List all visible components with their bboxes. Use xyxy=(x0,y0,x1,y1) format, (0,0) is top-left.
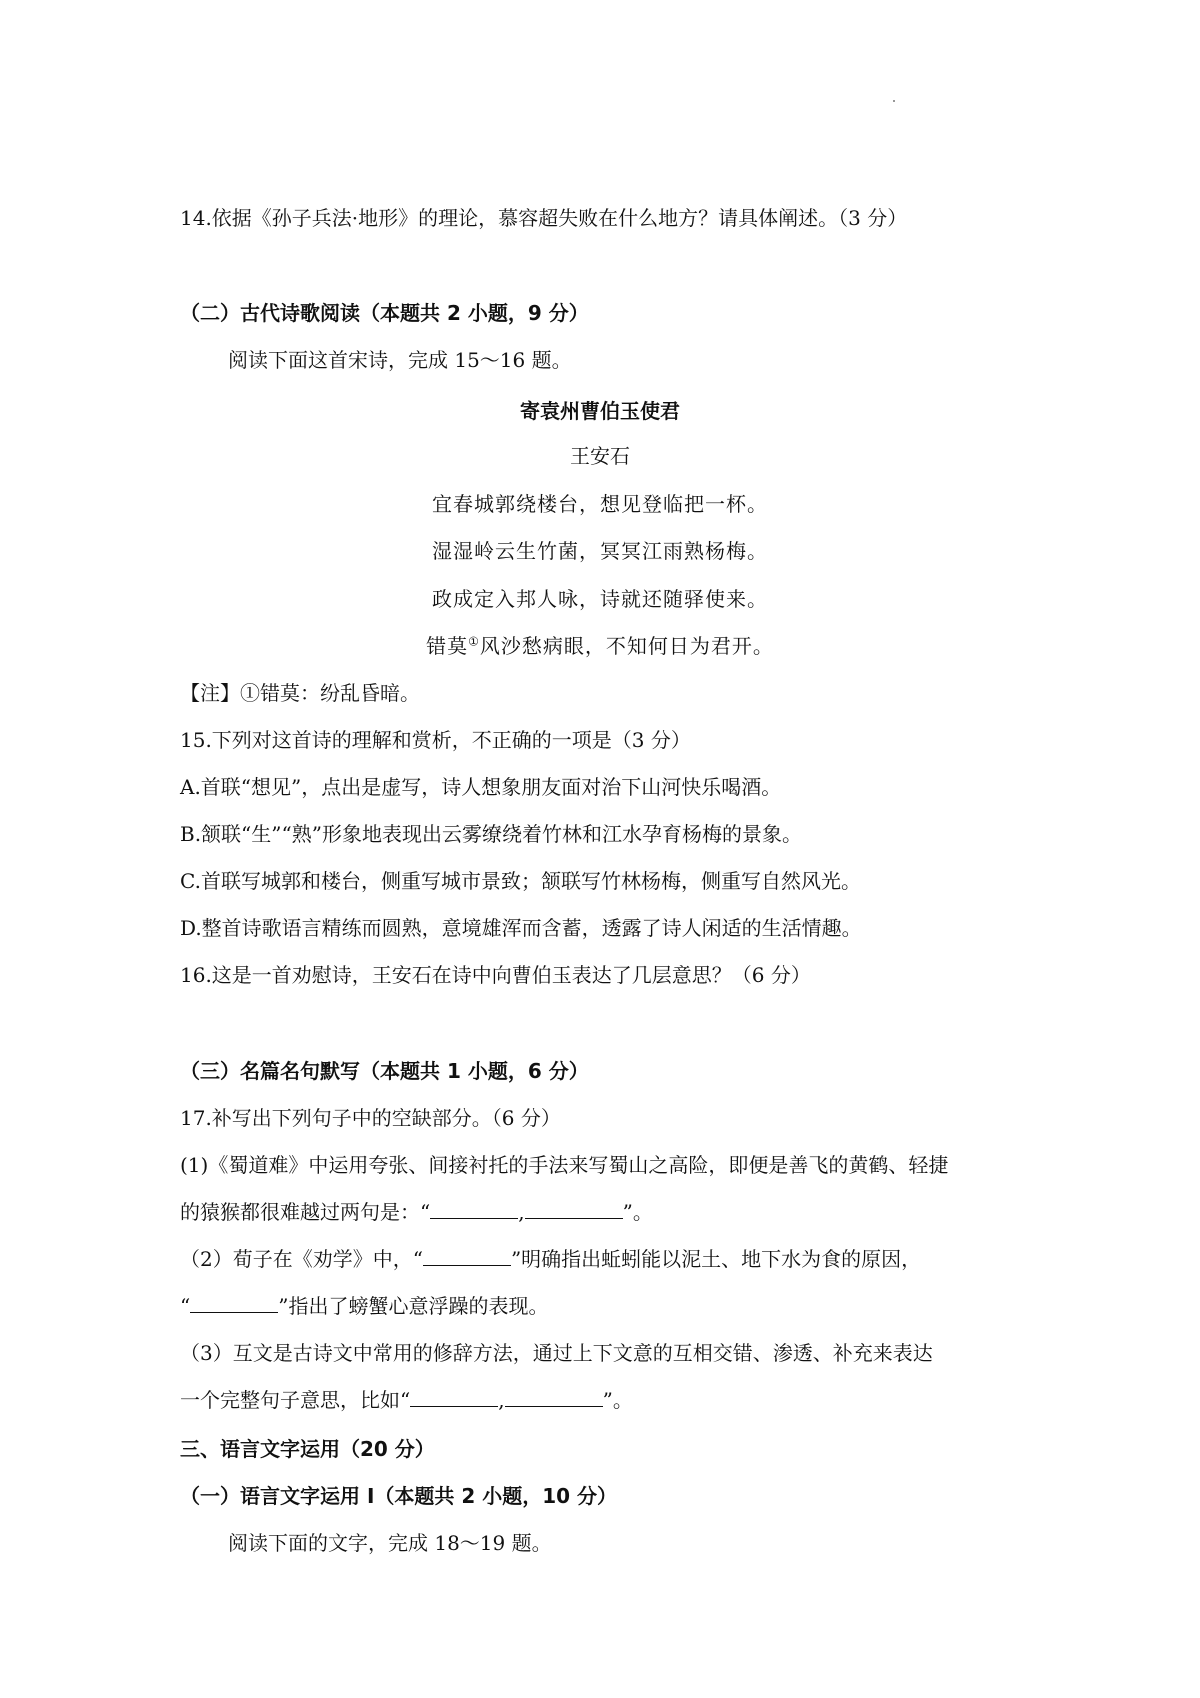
poem-line-4-part-a: 错莫 xyxy=(426,634,469,658)
stray-dot xyxy=(893,100,895,102)
question-15: 15.下列对这首诗的理解和赏析，不正确的一项是（3 分） xyxy=(180,728,691,752)
poem-line-3: 政成定入邦人咏，诗就还随驿使来。 xyxy=(432,587,768,611)
section-3-heading: （三）名篇名句默写（本题共 1 小题，6 分） xyxy=(180,1059,589,1083)
answer-blank xyxy=(190,1292,278,1313)
poem-author: 王安石 xyxy=(570,444,630,468)
question-17-2-line-2 xyxy=(180,1292,1040,1320)
q17-1-comma: , xyxy=(518,1200,525,1224)
answer-blank xyxy=(410,1386,498,1407)
q17-2b-suffix: ”指出了螃蟹心意浮躁的表现。 xyxy=(278,1294,549,1318)
poem-line-1: 宜春城郭绕楼台，想见登临把一杯。 xyxy=(432,492,768,516)
question-15-option-d: D.整首诗歌语言精练而圆熟，意境雄浑而含蓄，透露了诗人闲适的生活情趣。 xyxy=(180,916,862,940)
q17-2-suffix: ”明确指出蚯蚓能以泥土、地下水为食的原因， xyxy=(510,1247,922,1271)
section-2-heading: （二）古代诗歌阅读（本题共 2 小题，9 分） xyxy=(180,301,589,325)
question-17-3-line-2 xyxy=(180,1386,1040,1414)
q17-1-suffix: ”。 xyxy=(622,1200,653,1224)
poem-note: 【注】①错莫：纷乱昏暗。 xyxy=(180,681,420,705)
footnote-marker: ① xyxy=(468,634,480,649)
poem-line-2: 湿湿岭云生竹菌，冥冥江雨熟杨梅。 xyxy=(432,539,768,563)
question-17-2-line-1 xyxy=(180,1245,1040,1273)
question-17-1-line-1: (1)《蜀道难》中运用夸张、间接衬托的手法来写蜀山之高险，即便是善飞的黄鹤、轻捷 xyxy=(180,1153,949,1177)
question-17-3-line-1: （3）互文是古诗文中常用的修辞方法，通过上下文意的互相交错、渗透、补充来表达 xyxy=(180,1341,933,1365)
q17-3-comma: , xyxy=(498,1388,505,1412)
question-15-option-b: B.颔联“生”“熟”形象地表现出云雾缭绕着竹林和江水孕育杨梅的景象。 xyxy=(180,822,802,846)
q17-3-prefix: 一个完整句子意思，比如“ xyxy=(180,1388,411,1412)
part-3-heading: 三、语言文字运用（20 分） xyxy=(180,1437,435,1461)
q17-1-prefix: 的猿猴都很难越过两句是：“ xyxy=(180,1200,431,1224)
answer-blank xyxy=(430,1198,518,1219)
question-15-option-a: A.首联“想见”，点出是虚写，诗人想象朋友面对治下山河快乐喝酒。 xyxy=(180,775,782,799)
answer-blank xyxy=(423,1245,511,1266)
question-16: 16.这是一首劝慰诗，王安石在诗中向曹伯玉表达了几层意思？（6 分） xyxy=(180,963,811,987)
q17-2-prefix: （2）荀子在《劝学》中，“ xyxy=(180,1247,423,1271)
poem-title: 寄袁州曹伯玉使君 xyxy=(520,399,680,423)
question-17: 17.补写出下列句子中的空缺部分。（6 分） xyxy=(180,1106,561,1130)
answer-blank xyxy=(525,1198,623,1219)
question-17-1-line-2 xyxy=(180,1198,1040,1226)
poem-line-4 xyxy=(180,632,1020,660)
question-15-option-c: C.首联写城郭和楼台，侧重写城市景致；颔联写竹林杨梅，侧重写自然风光。 xyxy=(180,869,861,893)
q17-3-suffix: ”。 xyxy=(602,1388,633,1412)
q17-2b-prefix: “ xyxy=(180,1294,191,1318)
question-14: 14.依据《孙子兵法·地形》的理论，慕容超失败在什么地方？请具体阐述。（3 分） xyxy=(180,206,908,230)
section-2-intro: 阅读下面这首宋诗，完成 15～16 题。 xyxy=(228,348,572,372)
part-3-intro: 阅读下面的文字，完成 18～19 题。 xyxy=(228,1531,552,1555)
poem-line-4-part-b: 风沙愁病眼，不知何日为君开。 xyxy=(479,634,774,658)
answer-blank xyxy=(505,1386,603,1407)
part-3-subheading: （一）语言文字运用 I（本题共 2 小题，10 分） xyxy=(180,1484,618,1508)
